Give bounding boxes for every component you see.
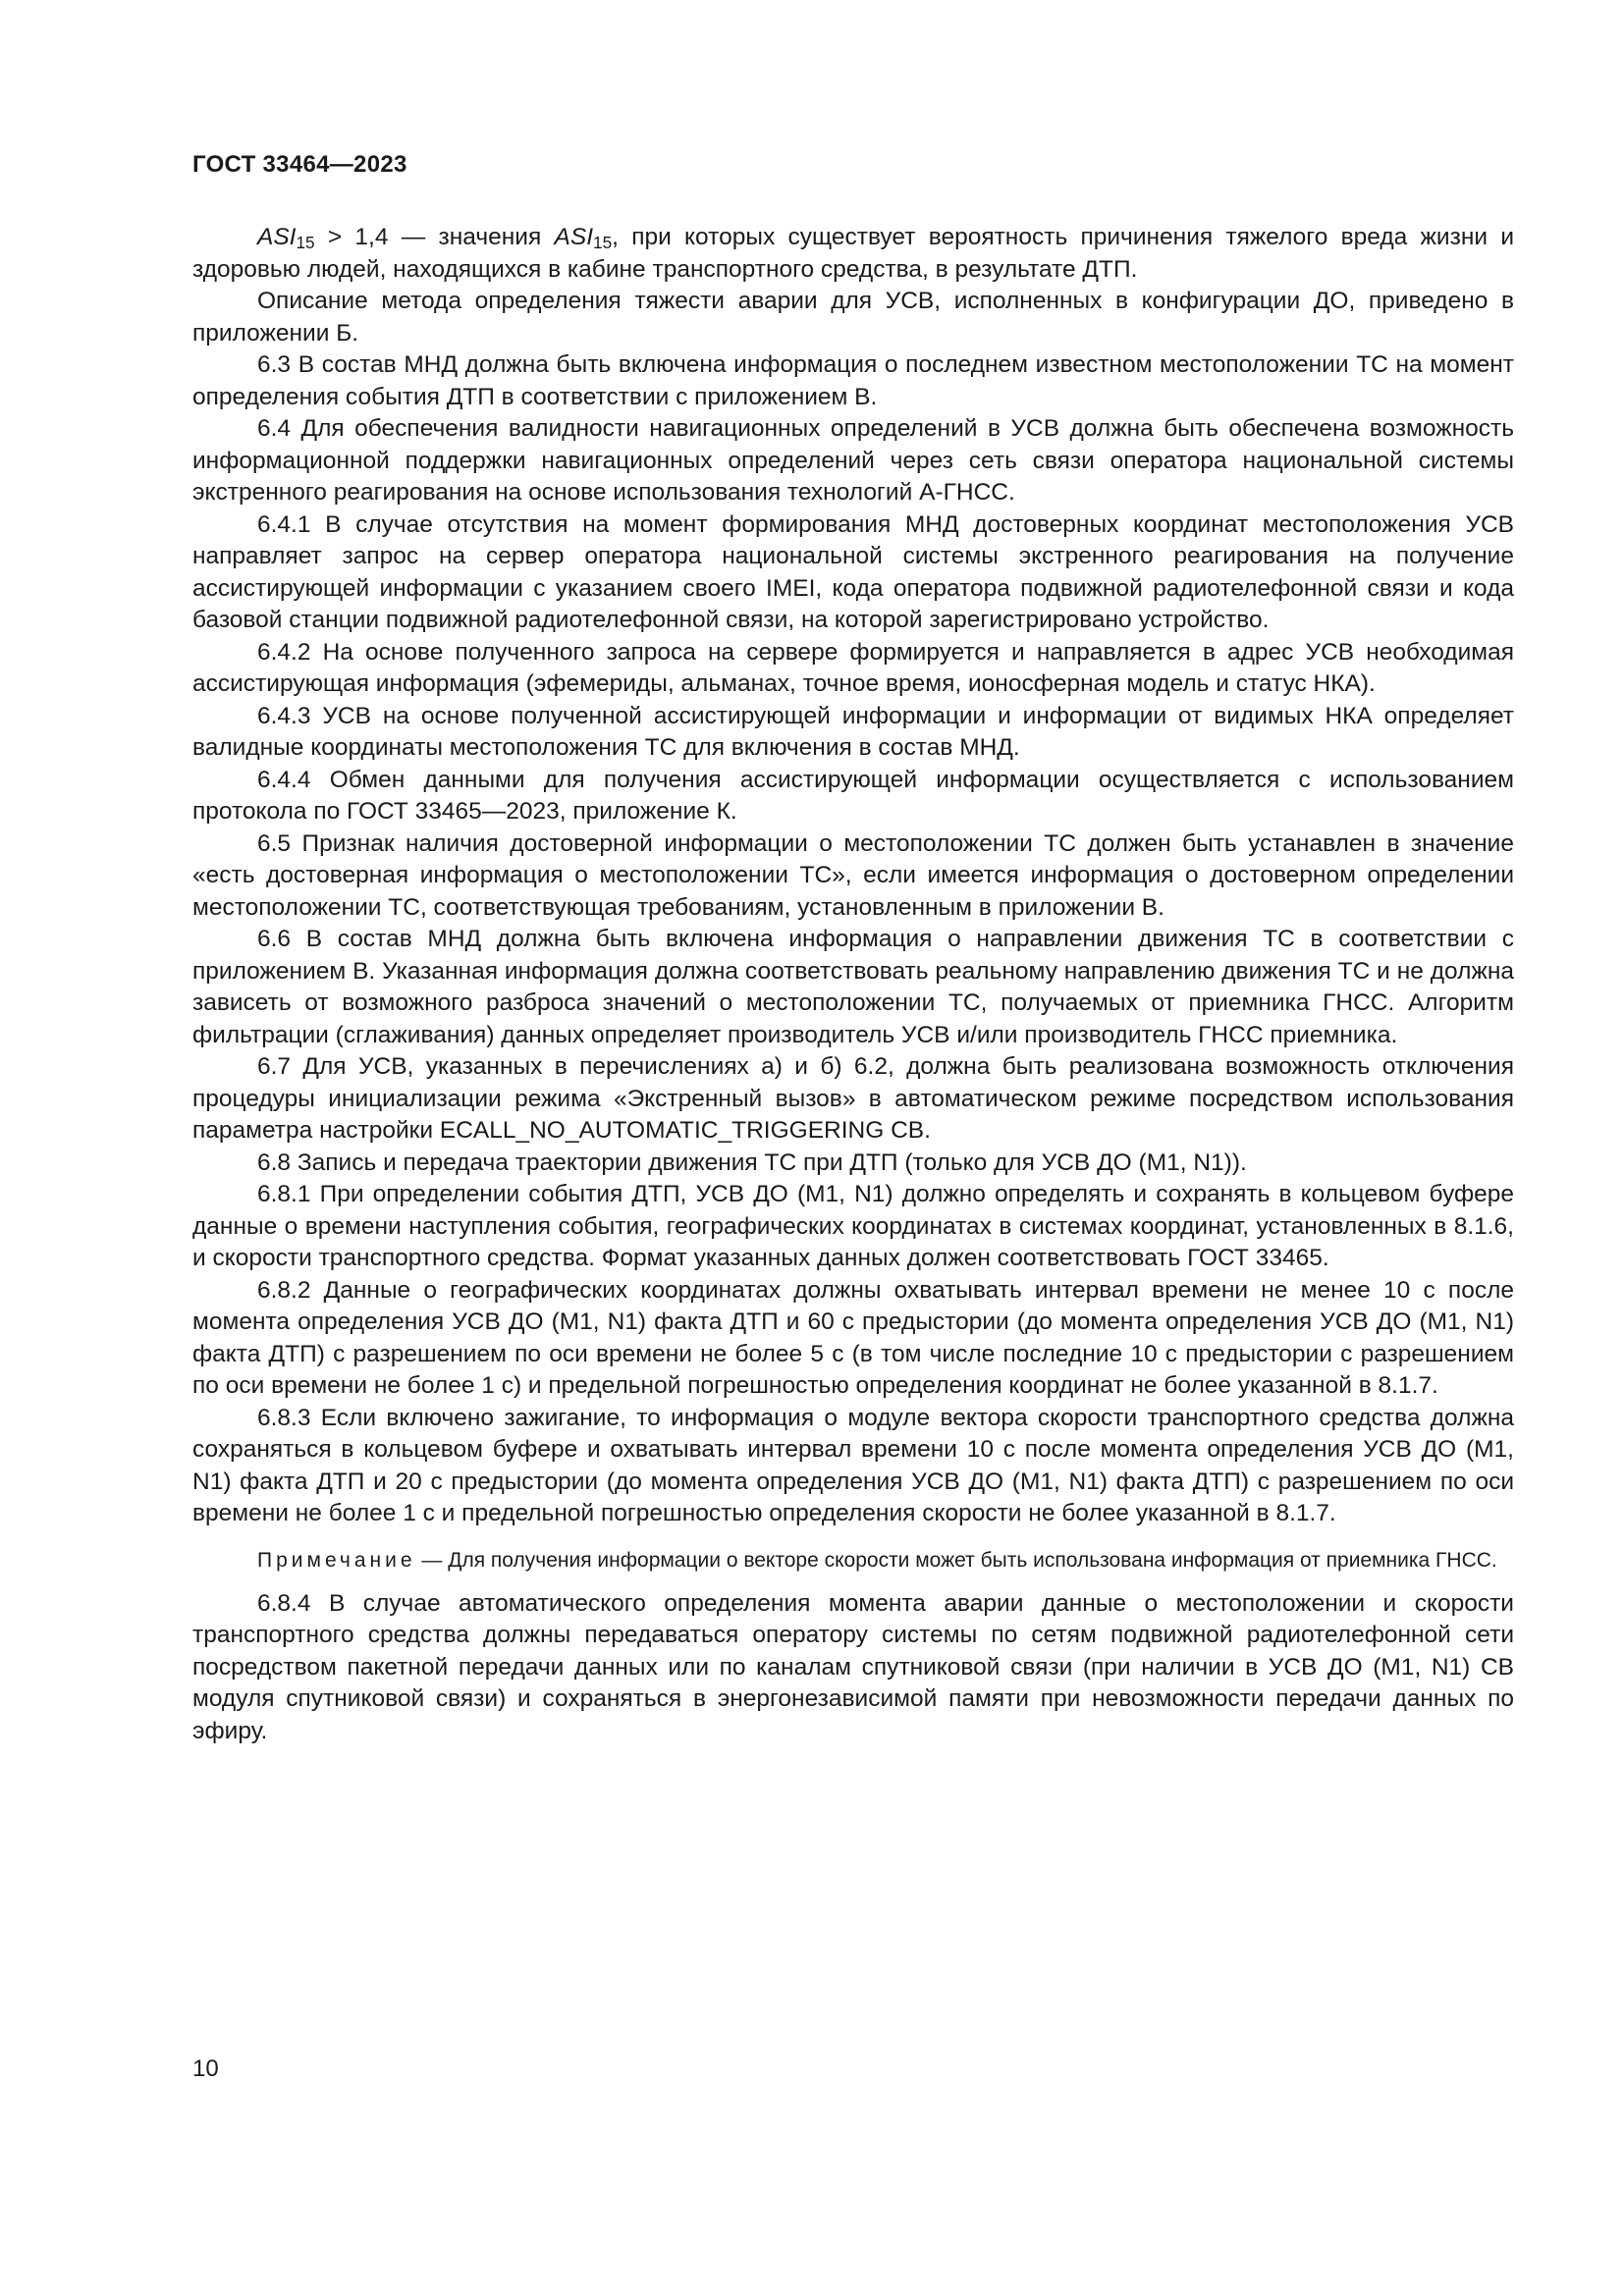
asi-symbol: ASI bbox=[257, 224, 297, 250]
asi-condition-text: > 1,4 — значения bbox=[314, 224, 555, 250]
paragraph-6-4: 6.4 Для обеспечения валидности навигационных определений в УСВ должна быть обеспечена возможность информационной поддержки навигационных определений через сеть связи оператора национальной системы экстренного реагирования на основе использования технологий А-ГНСС. bbox=[192, 415, 1514, 506]
paragraph-6-4-4: 6.4.4 Обмен данными для получения ассистирующей информации осуществляется с использованием протокола по ГОСТ 33465—2023, приложение К. bbox=[192, 766, 1514, 825]
document-body bbox=[192, 222, 1514, 1747]
paragraph-6-4-1: 6.4.1 В случае отсутствия на момент формирования МНД достоверных координат местоположения УСВ направляет запрос на сервер оператора национальной системы экстренного реагирования на получение ассистирующей информации с указанием своего IMEI, кода оператора подвижной радиотелефонной связи и кода базовой станции подвижной радиотелефонной связи, на которой зарегистрировано устройство. bbox=[192, 510, 1514, 633]
note-paragraph bbox=[192, 1546, 1514, 1575]
asi-definition-text: , при которых существует вероятность причинения тяжелого вреда жизни и здоровью людей, находящихся в кабине транспортного средства, в результате ДТП. bbox=[192, 224, 1515, 283]
paragraph-6-6: 6.6 В состав МНД должна быть включена информация о направлении движения ТС в соответствии с приложением В. Указанная информация должна соответствовать реальному направлению движения ТС и не должна зависеть от возможного разброса значений о местоположении ТС, получаемых от приемника ГНСС. Алгоритм фильтрации (сглаживания) данных определяет производитель УСВ и/или производитель ГНСС приемника. bbox=[192, 926, 1514, 1048]
paragraph-6-8-4: 6.8.4 В случае автоматического определения момента аварии данные о местоположении и скорости транспортного средства должны передаваться оператору системы по сетям подвижной радиотелефонной сети посредством пакетной передачи данных или по каналам спутниковой связи (при наличии в УСВ ДО (М1, N1) СВ модуля спутниковой связи) и сохраняться в энергонезависимой памяти при невозможности передачи данных по эфиру. bbox=[192, 1589, 1514, 1744]
asi-subscript: 15 bbox=[296, 233, 315, 252]
paragraph-6-3: 6.3 В состав МНД должна быть включена информация о последнем известном местоположении ТС на момент определения события ДТП в соответствии с приложением В. bbox=[192, 351, 1514, 410]
paragraph-severity-method: Описание метода определения тяжести аварии для УСВ, исполненных в конфигурации ДО, приведено в приложении Б. bbox=[192, 288, 1514, 347]
paragraph-6-7: 6.7 Для УСВ, указанных в перечислениях а) и б) 6.2, должна быть реализована возможность отключения процедуры инициализации режима «Экстренный вызов» в автоматическом режиме посредством использования параметра настройки ECALL_NO_AUTOMATIC_TRIGGERING CB. bbox=[192, 1053, 1514, 1144]
asi-subscript-2: 15 bbox=[593, 233, 613, 252]
page-number: 10 bbox=[192, 2056, 219, 2082]
asi-symbol-2: ASI bbox=[554, 224, 594, 250]
note-text: — Для получения информации о векторе скорости может быть использована информация от приемника ГНСС. bbox=[415, 1548, 1497, 1572]
paragraph-6-4-2: 6.4.2 На основе полученного запроса на сервере формируется и направляется в адрес УСВ необходимая ассистирующая информация (эфемериды, альманах, точное время, ионосферная модель и статус НКА). bbox=[192, 638, 1514, 697]
paragraph-asi-definition bbox=[192, 222, 1514, 286]
paragraph-6-5: 6.5 Признак наличия достоверной информации о местоположении ТС должен быть устанавлен в значение «есть достоверная информация о местоположении ТС», если имеется информация о достоверном определении местоположении ТС, соответствующая требованиям, установленным в приложении В. bbox=[192, 829, 1514, 921]
paragraph-6-8: 6.8 Запись и передача траектории движения ТС при ДТП (только для УСВ ДО (М1, N1)). bbox=[257, 1148, 1247, 1176]
standard-code-header: ГОСТ 33464—2023 bbox=[192, 151, 407, 178]
paragraph-6-8-2: 6.8.2 Данные о географических координатах должны охватывать интервал времени не менее 10 с после момента определения УСВ ДО (М1, N1) факта ДТП и 60 с предыстории (до момента определения УСВ ДО (М1, N1) факта ДТП) с разрешением по оси времени не более 5 с (в том числе последние 10 с предыстории с разрешением по оси времени не более 1 с) и предельной погрешностью определения координат не более указанной в 8.1.7. bbox=[192, 1276, 1514, 1399]
paragraph-6-8-1: 6.8.1 При определении события ДТП, УСВ ДО (М1, N1) должно определять и сохранять в кольцевом буфере данные о времени наступления события, географических координатах в системах координат, установленных в 8.1.6, и скорости транспортного средства. Формат указанных данных должен соответствовать ГОСТ 33465. bbox=[192, 1181, 1514, 1271]
note-label: Примечание bbox=[257, 1548, 416, 1572]
paragraph-6-8-3: 6.8.3 Если включено зажигание, то информация о модуле вектора скорости транспортного средства должна сохраняться в кольцевом буфере и охватывать интервал времени 10 с после момента определения УСВ ДО (М1, N1) факта ДТП и 20 с предыстории (до момента определения УСВ ДО (М1, N1) факта ДТП) с разрешением по оси времени не более 1 с и предельной погрешностью определения скорости не более указанной в 8.1.7. bbox=[192, 1404, 1514, 1526]
paragraph-6-4-3: 6.4.3 УСВ на основе полученной ассистирующей информации и информации от видимых НКА определяет валидные координаты местоположения ТС для включения в состав МНД. bbox=[192, 702, 1514, 761]
